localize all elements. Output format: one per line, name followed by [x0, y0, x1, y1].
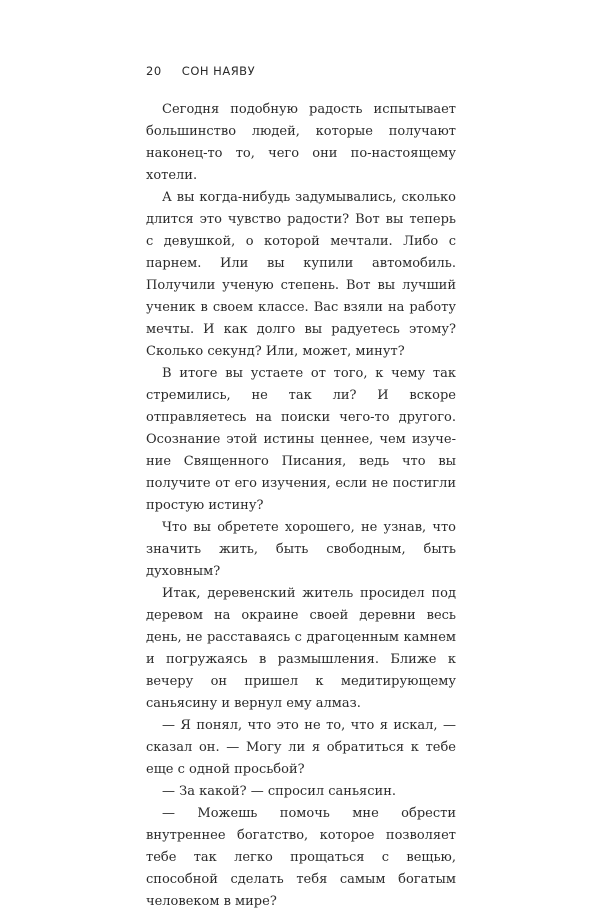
paragraph: Итак, деревенский житель просидел под деревом на окраине своей деревни весь день, не расставаясь с драгоценным камнем и погружаясь в размышления. Ближе к вечеру он пришел к медитирующему саньясину и вернул ему алмаз. [146, 586, 456, 711]
running-title: СОН НАЯВУ [181, 64, 256, 78]
body-text [146, 99, 456, 913]
paragraph: Сегодня подобную радость испытывает большинство людей, которые получают наконец-то то, чего они по-настоящему хотели. [146, 102, 456, 183]
paragraph: — Я понял, что это не то, что я искал, — сказал он. — Могу ли я обратиться к тебе еще с одной просьбой? [146, 718, 456, 777]
paragraph: Что вы обретете хорошего, не узнав, что значить жить, быть свободным, быть духовным? [146, 520, 456, 579]
paragraph: — Можешь помочь мне обрести внутреннее богатство, которое позволяет тебе так легко прощаться с вещью, способной сделать тебя самым богатым человеком в мире? [146, 806, 456, 909]
paragraph: В итоге вы устаете от того, к чему так стремились, не так ли? И вскоре отправляетесь на поиски чего-то другого. Осознание этой истины ценнее, чем изучение Священного Писания, ведь что вы получите от его изучения, если не постигли простую истину? [146, 366, 456, 513]
running-head [146, 64, 255, 78]
paragraph: А вы когда-нибудь задумывались, сколько длится это чувство радости? Вот вы теперь с девушкой, о которой мечтали. Либо с парнем. Или вы купили автомобиль. Получили ученую степень. Вот вы лучший ученик в своем классе. Вас взяли на работу мечты. И как долго вы радуетесь этому? Сколько секунд? Или, может, минут? [146, 190, 456, 359]
paragraph: — За какой? — спросил саньясин. [162, 784, 396, 799]
page-number: 20 [146, 64, 162, 78]
